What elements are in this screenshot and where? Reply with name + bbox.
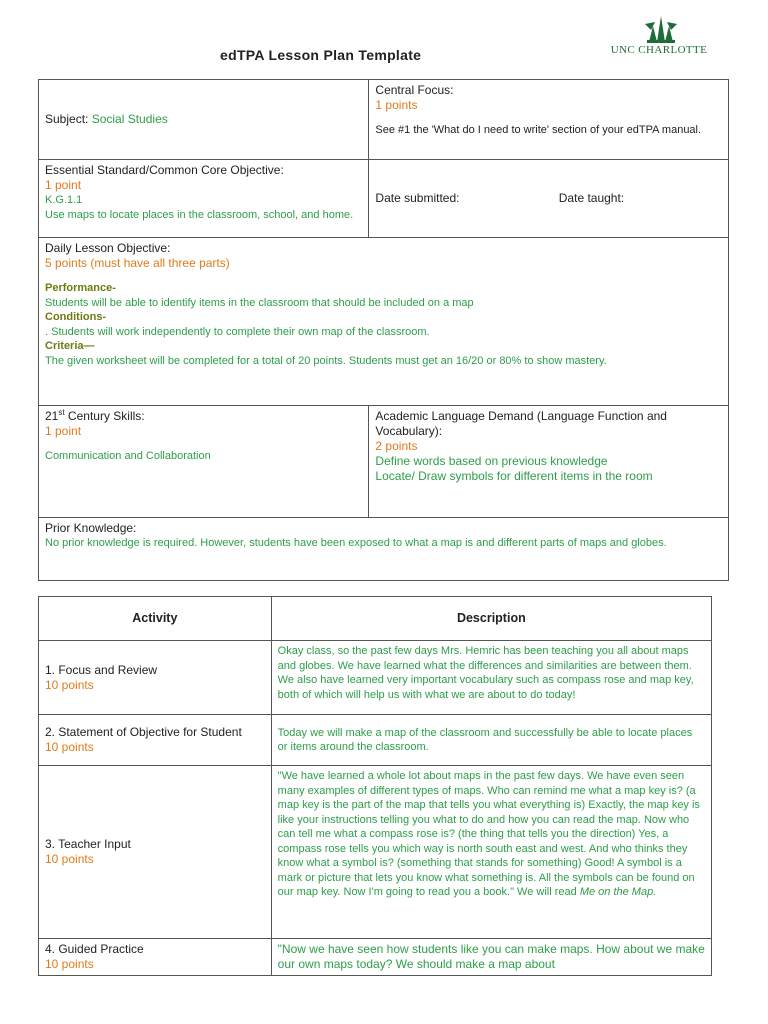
date-taught-label: Date taught: xyxy=(558,191,625,205)
activity-row xyxy=(39,641,712,715)
date-submitted-label: Date submitted: xyxy=(375,191,460,205)
activity-description: Today we will make a map of the classroom and successfully be able to locate places or items around the classroom. xyxy=(271,715,711,766)
central-focus-note: See #1 the 'What do I need to write' section of your edTPA manual. xyxy=(375,124,702,136)
activity-description: "Now we have seen how students like you can make maps. How about we make our own maps today? We should make a map about xyxy=(271,939,711,976)
academic-language-label: Academic Language Demand (Language Function and Vocabulary): xyxy=(375,409,667,438)
performance-text: Students will be able to identify items in the classroom that should be included on a map xyxy=(45,296,474,309)
century-skills-cell xyxy=(39,406,369,518)
central-focus-points: 1 points xyxy=(375,98,418,112)
standard-cell xyxy=(39,160,369,238)
academic-language-points: 2 points xyxy=(375,439,418,453)
daily-objective-label: Daily Lesson Objective: xyxy=(45,241,171,255)
criteria-label: Criteria— xyxy=(45,340,95,352)
activity-row xyxy=(39,939,712,976)
central-focus-label: Central Focus: xyxy=(375,83,454,97)
century-skills-text: Communication and Collaboration xyxy=(45,450,211,462)
logo-text: UNC CHARLOTTE xyxy=(610,44,708,56)
document-title: edTPA Lesson Plan Template xyxy=(220,47,422,63)
criteria-text: The given worksheet will be completed for a total of 20 points. Students must get an 16/20 or 80% to show mastery. xyxy=(45,354,607,367)
academic-language-line-2: Locate/ Draw symbols for different items in the room xyxy=(375,469,653,483)
subject-value: Social Studies xyxy=(91,112,168,126)
performance-label: Performance- xyxy=(45,282,116,294)
academic-language-cell xyxy=(369,406,729,518)
unc-charlotte-logo xyxy=(605,12,713,62)
prior-knowledge-cell xyxy=(39,518,729,581)
activity-name: 2. Statement of Objective for Student xyxy=(45,725,242,739)
activity-points: 10 points xyxy=(45,852,94,866)
subject-cell xyxy=(39,80,369,160)
activity-row xyxy=(39,766,712,939)
daily-objective-cell xyxy=(39,238,729,406)
activity-name: 1. Focus and Review xyxy=(45,662,158,677)
prior-knowledge-text: No prior knowledge is required. However, students have been exposed to what a map is and different parts of maps and globes. xyxy=(45,537,667,549)
century-skills-label: 21st Century Skills: xyxy=(45,408,145,423)
description-column-header: Description xyxy=(271,597,711,641)
conditions-text: . Students will work independently to complete their own map of the classroom. xyxy=(45,325,430,338)
standard-label: Essential Standard/Common Core Objective: xyxy=(45,163,284,177)
activity-points: 10 points xyxy=(45,677,94,692)
activity-points: 10 points xyxy=(45,740,94,754)
activity-column-header: Activity xyxy=(39,597,272,641)
prior-knowledge-label: Prior Knowledge: xyxy=(45,521,137,535)
subject-label: Subject: xyxy=(45,112,89,126)
lesson-plan-table xyxy=(38,79,729,581)
conditions-label: Conditions- xyxy=(45,311,107,323)
standard-code: K.G.1.1 xyxy=(45,194,83,206)
dates-cell xyxy=(369,160,729,238)
activity-description: Okay class, so the past few days Mrs. Hemric has been teaching you all about maps and globes. We have learned what the differences and similarities are between them. We also have learned very important vocabulary such as compass rose and map key, both of which will help us with what we are about to do today! xyxy=(271,641,711,715)
activity-row xyxy=(39,715,712,766)
crown-emblem-icon xyxy=(605,12,713,44)
central-focus-cell xyxy=(369,80,729,160)
activity-name: 3. Teacher Input xyxy=(45,837,131,851)
book-title: Me on the Map. xyxy=(579,886,657,898)
daily-objective-points: 5 points (must have all three parts) xyxy=(45,256,230,270)
standard-text: Use maps to locate places in the classroom, school, and home. xyxy=(45,208,354,221)
activity-name: 4. Guided Practice xyxy=(45,942,144,956)
activity-points: 10 points xyxy=(45,957,94,971)
activity-description: "We have learned a whole lot about maps in the past few days. We have even seen many examples of different types of maps. Who can remind me what a map key is? (a map key is the part of the map that tells you what everything is) Exactly, the map key is like your instructions telling you what to do and how you can read the map. Now who can tell me what a compass rose is? (the thing that tells you the direction) Yes, a compass rose tells you which way is north south east and west. And who thinks they know what a symbol is? (something that stands for something) Good! A symbol is a mark or picture that lets you know what something is. All the symbols can be found on our map key. Now I'm going to read you a book." We will read Me on the Map. xyxy=(271,766,711,939)
activities-table xyxy=(38,596,712,976)
century-skills-points: 1 point xyxy=(45,424,82,438)
academic-language-line-1: Define words based on previous knowledge xyxy=(375,454,608,468)
standard-points: 1 point xyxy=(45,178,82,192)
